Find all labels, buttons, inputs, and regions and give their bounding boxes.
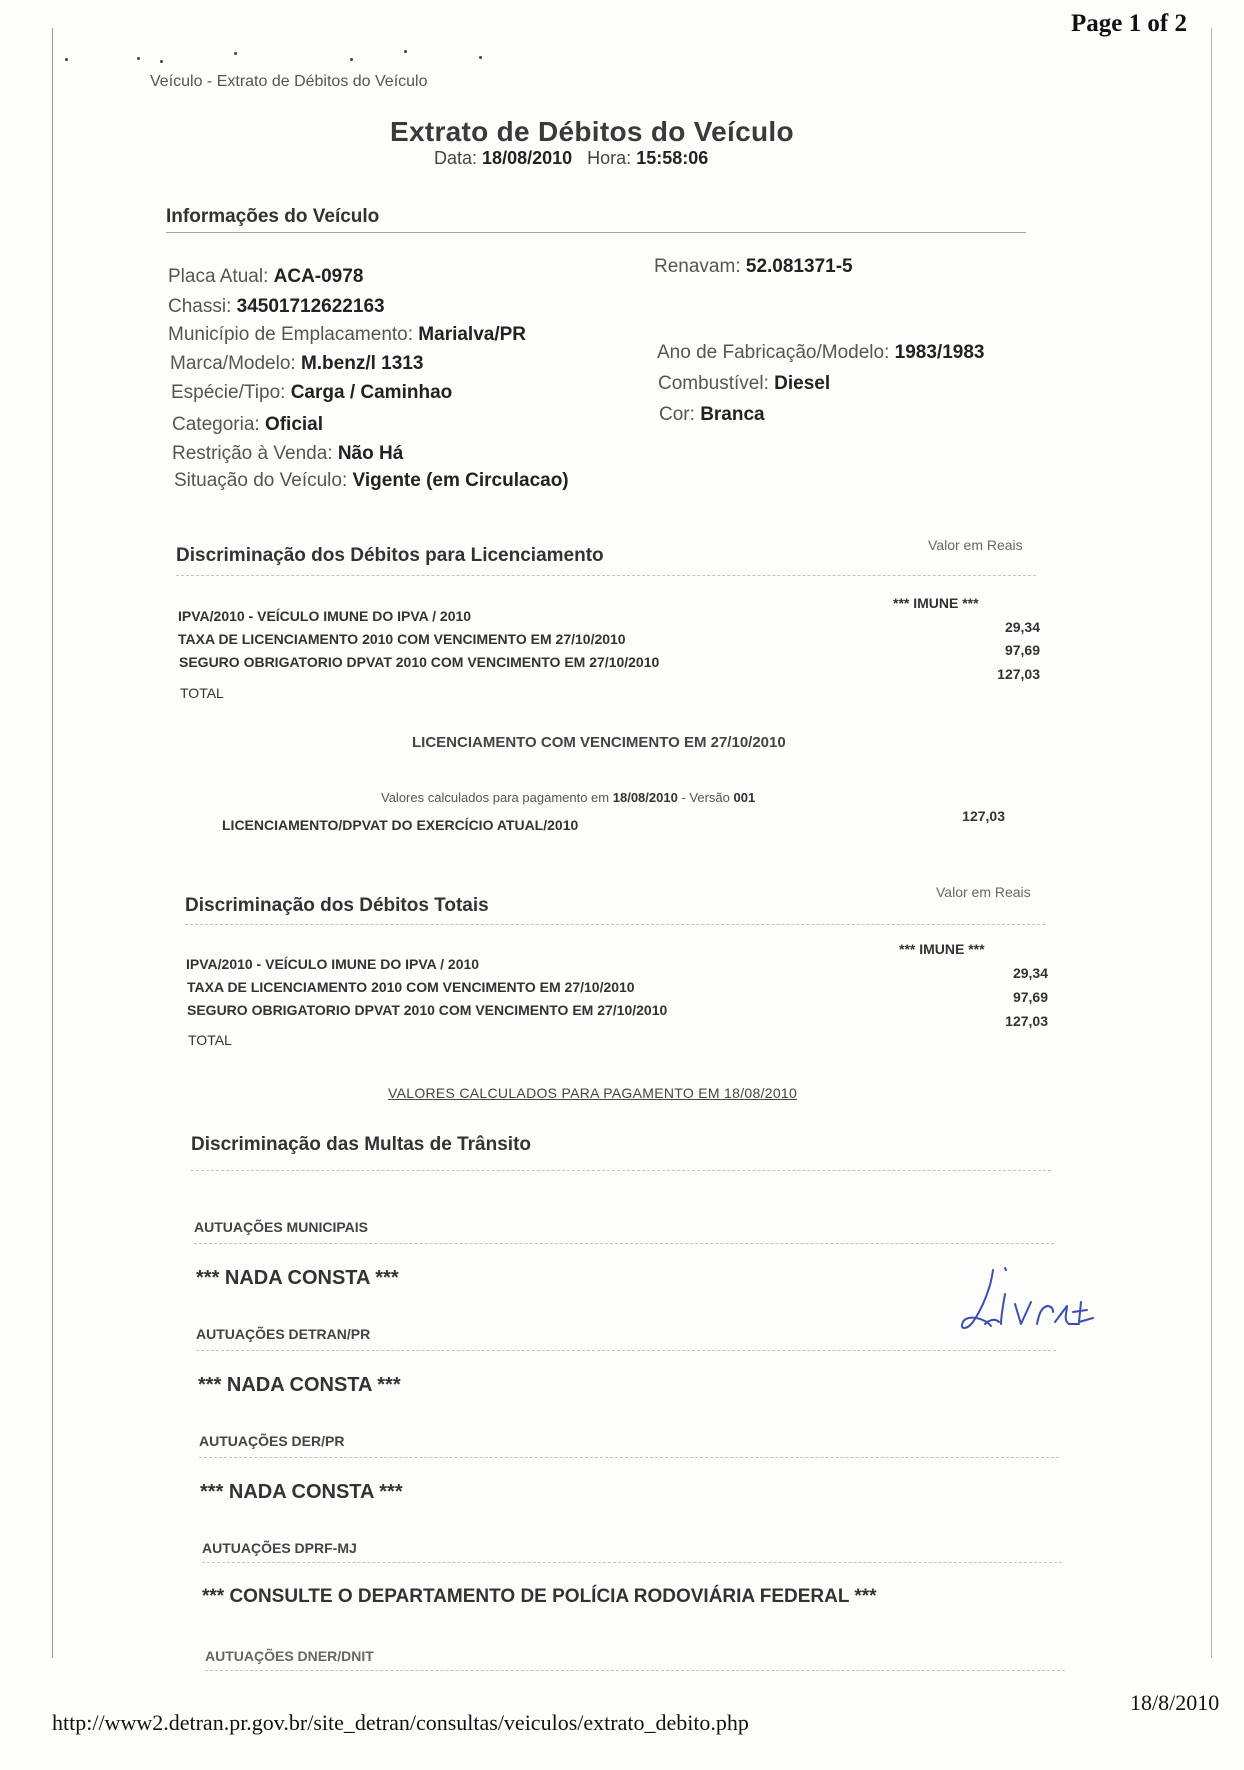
- field-combustivel: Combustível: Diesel: [658, 373, 831, 394]
- field-situacao: Situação do Veículo: Vigente (em Circulacao): [174, 470, 569, 491]
- vehicle-info-rule: [166, 232, 1026, 233]
- handwritten-signature: [955, 1262, 1105, 1342]
- header-datetime: [434, 148, 708, 169]
- tot-row-ipva: IPVA/2010 - VEÍCULO IMUNE DO IPVA / 2010: [186, 956, 480, 972]
- lic-value-taxa: 29,34: [1004, 619, 1040, 635]
- field-municipio: Município de Emplacamento: Marialva/PR: [168, 324, 527, 345]
- time-value: 15:58:06: [636, 148, 709, 168]
- autuacao-municipais-title: AUTUAÇÕES MUNICIPAIS: [194, 1219, 368, 1235]
- page-url: http://www2.detran.pr.gov.br/site_detran/consultas/veiculos/extrato_debito.php: [52, 1710, 749, 1735]
- field-especie-tipo: Espécie/Tipo: Carga / Caminhao: [171, 382, 453, 403]
- autuacao-detran-title: AUTUAÇÕES DETRAN/PR: [196, 1326, 371, 1342]
- multas-rule: [191, 1170, 1051, 1171]
- time-label: Hora:: [587, 148, 632, 168]
- totais-calc-link[interactable]: VALORES CALCULADOS PARA PAGAMENTO EM 18/08/2010: [388, 1085, 798, 1101]
- print-date: 18/8/2010: [1130, 1690, 1220, 1715]
- field-cor: Cor: Branca: [659, 404, 765, 425]
- vehicle-info-title: Informações do Veículo: [166, 206, 380, 227]
- field-restricao: Restrição à Venda: Não Há: [172, 443, 404, 464]
- licenciamento-title: Discriminação dos Débitos para Licenciamento: [176, 545, 604, 566]
- autuacao-dner-rule: [205, 1670, 1065, 1671]
- tot-row-total: TOTAL: [188, 1032, 232, 1048]
- licenciamento-rule: [176, 575, 1036, 576]
- lic-vencimento-line: LICENCIAMENTO COM VENCIMENTO EM 27/10/2010: [412, 734, 786, 751]
- field-renavam: Renavam: 52.081371-5: [654, 256, 853, 277]
- lic-value-ipva: *** IMUNE ***: [893, 595, 979, 611]
- tot-value-total: 127,03: [1005, 1013, 1048, 1029]
- autuacao-dprf-rule: [202, 1562, 1062, 1563]
- field-marca-modelo: Marca/Modelo: M.benz/l 1313: [170, 353, 424, 374]
- date-value: 18/08/2010: [482, 148, 573, 168]
- lic-row-ipva: IPVA/2010 - VEÍCULO IMUNE DO IPVA / 2010: [178, 608, 472, 624]
- totais-title: Discriminação dos Débitos Totais: [185, 895, 489, 916]
- page-title: Extrato de Débitos do Veículo: [390, 116, 794, 147]
- lic-value-total: 127,03: [997, 666, 1040, 682]
- browser-title: Veículo - Extrato de Débitos do Veículo: [150, 73, 428, 90]
- lic-exercicio-value: 127,03: [962, 808, 1005, 824]
- tot-row-taxa: TAXA DE LICENCIAMENTO 2010 COM VENCIMENTO EM 27/10/2010: [187, 979, 635, 995]
- autuacao-municipais-rule: [194, 1243, 1054, 1244]
- tot-value-ipva: *** IMUNE ***: [899, 941, 985, 957]
- autuacao-dner-title: AUTUAÇÕES DNER/DNIT: [205, 1648, 374, 1664]
- lic-calc-note: Valores calculados para pagamento em 18/08/2010 - Versão 001: [381, 790, 756, 805]
- autuacao-dprf-status: *** CONSULTE O DEPARTAMENTO DE POLÍCIA RODOVIÁRIA FEDERAL ***: [202, 1586, 877, 1607]
- autuacao-detran-status: *** NADA CONSTA ***: [198, 1374, 401, 1396]
- multas-title: Discriminação das Multas de Trânsito: [191, 1134, 531, 1155]
- field-ano-fabricacao: Ano de Fabricação/Modelo: 1983/1983: [657, 342, 985, 363]
- totais-value-label: Valor em Reais: [936, 884, 1031, 900]
- page-number: Page 1 of 2: [1071, 10, 1187, 37]
- tot-value-seguro: 97,69: [1012, 989, 1048, 1005]
- autuacao-detran-rule: [196, 1350, 1056, 1351]
- field-categoria: Categoria: Oficial: [172, 414, 324, 435]
- field-placa: Placa Atual: ACA-0978: [168, 266, 364, 287]
- field-chassi: Chassi: 34501712622163: [168, 296, 385, 317]
- autuacao-der-rule: [199, 1457, 1059, 1458]
- autuacao-municipais-status: *** NADA CONSTA ***: [196, 1267, 399, 1289]
- totais-rule: [185, 924, 1045, 925]
- date-label: Data:: [434, 148, 478, 168]
- lic-row-seguro: SEGURO OBRIGATORIO DPVAT 2010 COM VENCIMENTO EM 27/10/2010: [179, 654, 660, 670]
- lic-row-taxa: TAXA DE LICENCIAMENTO 2010 COM VENCIMENTO EM 27/10/2010: [178, 631, 626, 647]
- lic-exercicio-label: LICENCIAMENTO/DPVAT DO EXERCÍCIO ATUAL/2010: [222, 817, 579, 833]
- autuacao-dprf-title: AUTUAÇÕES DPRF-MJ: [202, 1540, 357, 1556]
- autuacao-der-title: AUTUAÇÕES DER/PR: [199, 1433, 345, 1449]
- tot-value-taxa: 29,34: [1012, 965, 1048, 981]
- licenciamento-value-label: Valor em Reais: [928, 537, 1023, 553]
- lic-row-total: TOTAL: [180, 685, 224, 701]
- lic-value-seguro: 97,69: [1004, 642, 1040, 658]
- autuacao-der-status: *** NADA CONSTA ***: [200, 1481, 403, 1503]
- tot-row-seguro: SEGURO OBRIGATORIO DPVAT 2010 COM VENCIMENTO EM 27/10/2010: [187, 1002, 668, 1018]
